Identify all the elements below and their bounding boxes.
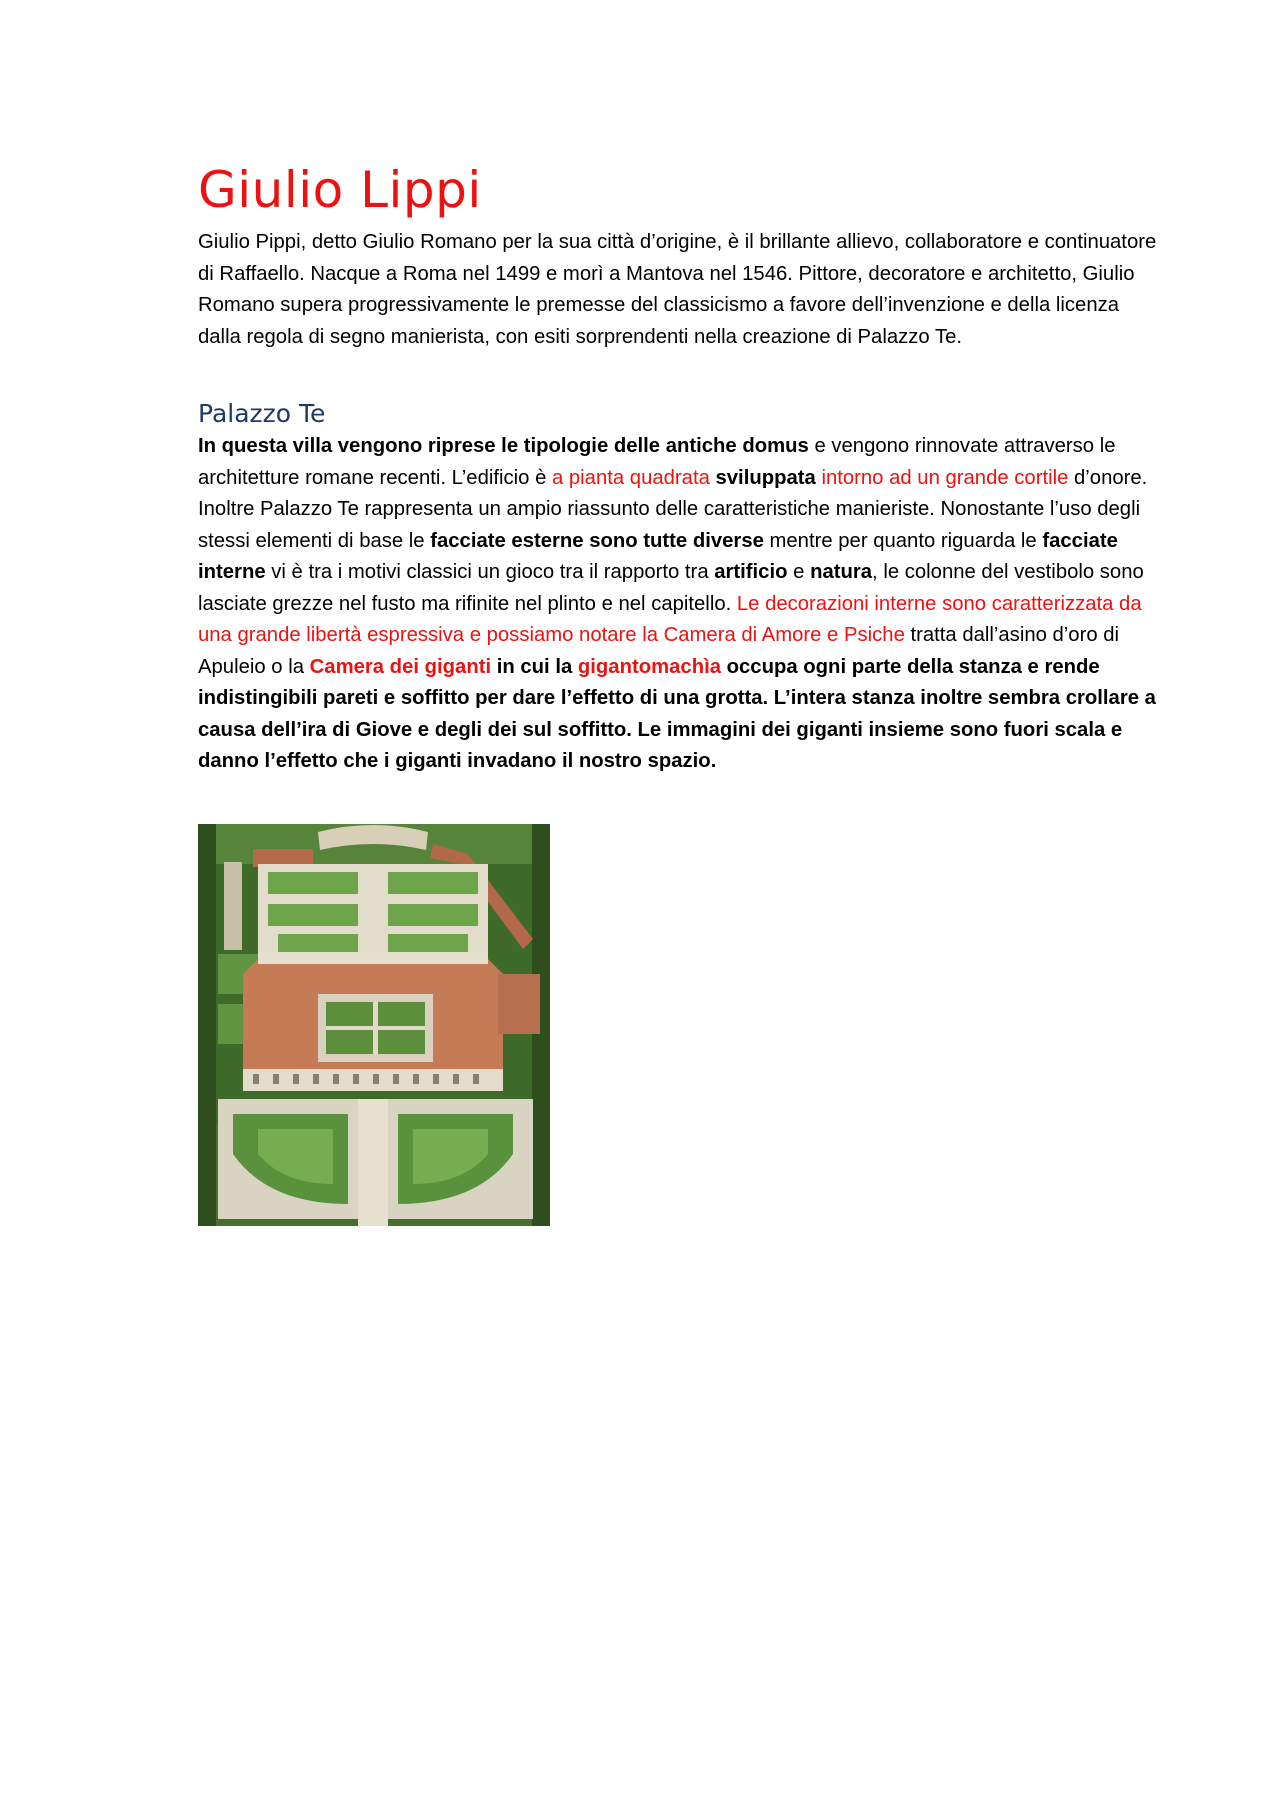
- text-bold: natura: [810, 561, 873, 583]
- text-bold: artificio: [714, 561, 788, 583]
- text-bold: facciate interne: [198, 529, 1118, 583]
- text-bold-red: Camera dei giganti: [309, 655, 492, 678]
- text-run: vi è tra i motivi classici un gioco tra il rapporto tra: [265, 561, 715, 583]
- text-bold: facciate esterne sono tutte diverse: [430, 529, 764, 552]
- text-run: , le colonne del vestibolo sono lasciate grezze nel fusto ma rifinite nel plinto e nel capitello.: [198, 561, 1144, 615]
- text-bold: In questa villa vengono riprese le tipologie delle antiche domus: [198, 435, 809, 457]
- text-bold-red: gigantomachìa: [577, 655, 721, 678]
- text-run: e: [787, 561, 811, 583]
- text-run: e vengono rinnovate attraverso le architetture romane recenti. L’edificio è: [198, 435, 1116, 489]
- text-bold: in cui la: [491, 655, 578, 678]
- section-body-paragraph: [198, 431, 1158, 778]
- section-heading: Palazzo Te: [198, 399, 326, 428]
- palazzo-te-aerial-photo: [198, 824, 550, 1226]
- text-red: intorno ad un grande cortile: [821, 466, 1069, 489]
- text-red: a pianta quadrata: [551, 466, 710, 489]
- text-run: tratta dall’asino d’oro di Apuleio o la: [198, 624, 1120, 678]
- text-red: Le decorazioni interne sono caratterizzata da una grande libertà espressiva e possiamo notare la Camera di Amore e Psiche: [198, 592, 1142, 646]
- text-bold: occupa ogni parte della stanza e rende indistingibili pareti e soffitto per dare l’effetto di una grotta. L’intera stanza inoltre sembra crollare a causa dell’ira di Giove e degli dei sul soffitto. Le immagini dei giganti insieme sono fuori scala e danno l’effetto che i giganti invadano il nostro spazio.: [198, 655, 1156, 772]
- text-bold: sviluppata: [715, 466, 816, 489]
- text-run: d’onore. Inoltre Palazzo Te rappresenta un ampio riassunto delle caratteristiche manieriste. Nonostante l’uso degli stessi elementi di base le: [198, 466, 1148, 552]
- text-run: mentre per quanto riguarda le: [763, 529, 1043, 552]
- intro-paragraph: Giulio Pippi, detto Giulio Romano per la sua città d’origine, è il brillante allievo, collaboratore e continuatore di Raffaello. Nacque a Roma nel 1499 e morì a Mantova nel 1546. Pittore, decoratore e architetto, Giulio Romano supera progressivamente le premesse del classicismo a favore dell’invenzione e della licenza dalla regola di segno manierista, con esiti sorprendenti nella creazione di Palazzo Te.: [198, 231, 1157, 348]
- page-title: Giulio Lippi: [198, 161, 482, 219]
